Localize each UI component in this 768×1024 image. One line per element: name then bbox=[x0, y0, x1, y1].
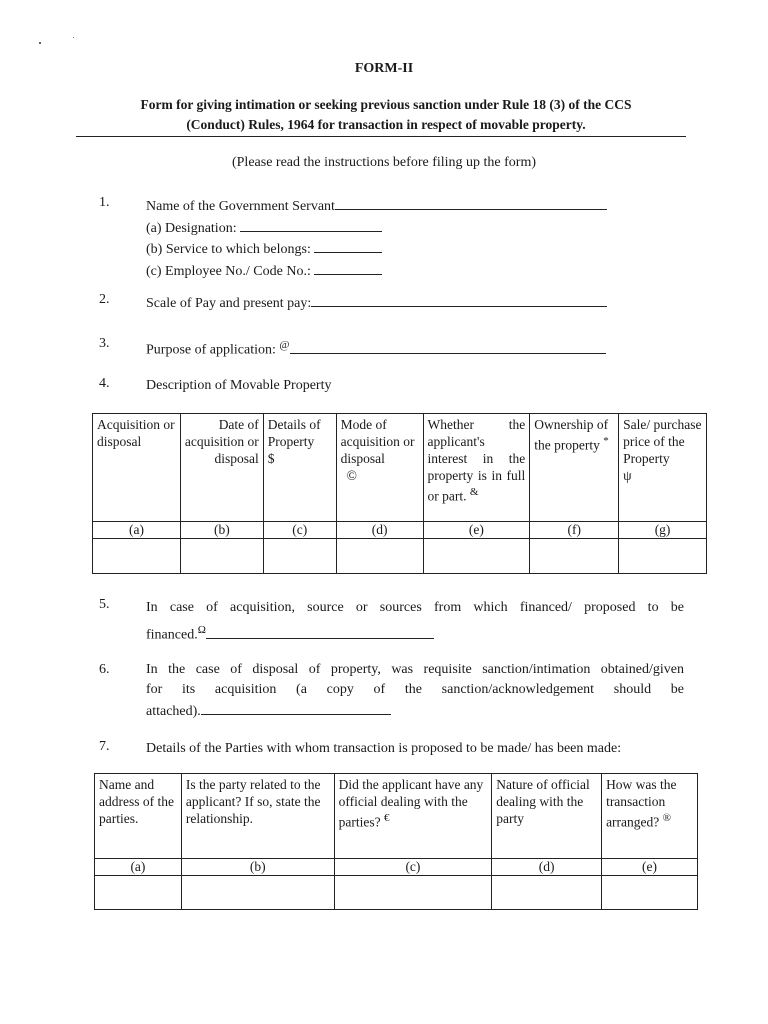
transaction-parties-table bbox=[94, 773, 698, 910]
column-label: (c) bbox=[263, 522, 336, 539]
item-number: 6. bbox=[99, 662, 110, 677]
item-5-text: In case of acquisition, source or sources from which financed/ proposed to be bbox=[146, 600, 684, 615]
column-label: (b) bbox=[181, 859, 334, 876]
table-cell-input[interactable] bbox=[602, 876, 698, 910]
column-label-row bbox=[93, 522, 707, 539]
service-label: (b) Service to which belongs: bbox=[146, 242, 311, 257]
column-label: (d) bbox=[336, 522, 423, 539]
column-label: (e) bbox=[602, 859, 698, 876]
col-ownership-header: Ownership of the property * bbox=[530, 414, 619, 522]
instruction-note: (Please read the instructions before filing up the form) bbox=[231, 155, 536, 170]
col-acquisition-header: Acquisition or disposal bbox=[93, 414, 181, 522]
employee-code-label: (c) Employee No./ Code No.: bbox=[146, 263, 311, 279]
col-date-header: Date of acquisition or disposal bbox=[180, 414, 263, 522]
table-cell-input[interactable] bbox=[93, 539, 181, 574]
table-cell-input[interactable] bbox=[263, 539, 336, 574]
pay-field[interactable] bbox=[311, 292, 607, 307]
table-cell-input[interactable] bbox=[334, 876, 492, 910]
footnote-mark: * bbox=[603, 435, 609, 447]
column-label: (b) bbox=[180, 522, 263, 539]
footnote-mark: $ bbox=[267, 451, 275, 466]
col-party-related-header: Is the party related to the applicant? If so, state the relationship. bbox=[181, 774, 334, 859]
service-field[interactable] bbox=[314, 238, 382, 253]
col-arranged-header: How was the transaction arranged? ® bbox=[602, 774, 698, 859]
item-1-block bbox=[146, 195, 607, 281]
government-servant-name-field[interactable] bbox=[335, 195, 607, 210]
footnote-mark: ® bbox=[662, 812, 672, 824]
designation-field[interactable] bbox=[240, 217, 382, 232]
designation-label: (a) Designation: bbox=[146, 220, 237, 236]
item-1-label: Name of the Government Servant bbox=[146, 199, 335, 214]
column-label: (c) bbox=[334, 859, 492, 876]
table-row bbox=[95, 876, 698, 910]
table-cell-input[interactable] bbox=[423, 539, 530, 574]
scan-speck bbox=[39, 42, 41, 44]
footnote-mark: © bbox=[346, 468, 357, 483]
form-title: FORM-II bbox=[354, 61, 414, 76]
item-5-text: financed. bbox=[146, 627, 198, 643]
column-label: (g) bbox=[619, 522, 707, 539]
item-4-label: Description of Movable Property bbox=[146, 378, 332, 393]
item-5-block bbox=[146, 597, 684, 647]
item-number: 3. bbox=[99, 336, 110, 351]
table-cell-input[interactable] bbox=[336, 539, 423, 574]
col-mode-header: Mode of acquisition or disposal © bbox=[336, 414, 423, 522]
item-number: 4. bbox=[99, 376, 110, 391]
footnote-mark: Ω bbox=[197, 624, 206, 636]
item-6-text: for its acquisition (a copy of the sanction/acknowledgement should be bbox=[146, 682, 684, 697]
column-label: (f) bbox=[530, 522, 619, 539]
table-cell-input[interactable] bbox=[492, 876, 602, 910]
col-price-header: Sale/ purchase price of the Property ψ bbox=[619, 414, 707, 522]
col-official-dealing-header: Did the applicant have any official dealing with the parties? € bbox=[334, 774, 492, 859]
footnote-mark: € bbox=[383, 812, 390, 824]
footnote-mark: ψ bbox=[623, 468, 632, 483]
footnote-mark: @ bbox=[279, 339, 290, 351]
table-cell-input[interactable] bbox=[619, 539, 707, 574]
title-rule bbox=[76, 136, 686, 137]
item-number: 7. bbox=[99, 739, 110, 754]
subtitle-line: Form for giving intimation or seeking previous sanction under Rule 18 (3) of the CCS bbox=[140, 97, 632, 112]
col-interest-header: Whether the applicant's interest in the property is in full or part. & bbox=[423, 414, 530, 522]
employee-code-field[interactable] bbox=[314, 260, 382, 275]
purpose-field[interactable] bbox=[290, 339, 606, 354]
item-3-label: Purpose of application: bbox=[146, 342, 276, 358]
item-number: 2. bbox=[99, 292, 110, 307]
finance-source-field[interactable] bbox=[206, 624, 434, 639]
item-2-label: Scale of Pay and present pay: bbox=[146, 296, 312, 311]
column-label: (a) bbox=[93, 522, 181, 539]
sanction-field[interactable] bbox=[201, 700, 391, 715]
col-details-header: Details of Property $ bbox=[263, 414, 336, 522]
item-number: 1. bbox=[99, 195, 110, 210]
form-subtitle bbox=[86, 95, 686, 135]
item-6-block bbox=[146, 660, 684, 722]
col-party-name-header: Name and address of the parties. bbox=[95, 774, 182, 859]
table-cell-input[interactable] bbox=[95, 876, 182, 910]
column-label: (d) bbox=[492, 859, 602, 876]
column-label: (a) bbox=[95, 859, 182, 876]
item-2-block bbox=[146, 292, 607, 314]
item-6-text: attached). bbox=[146, 704, 201, 719]
item-3-block bbox=[146, 336, 606, 360]
table-cell-input[interactable] bbox=[530, 539, 619, 574]
movable-property-table bbox=[92, 413, 707, 574]
table-cell-input[interactable] bbox=[180, 539, 263, 574]
item-6-text: In the case of disposal of property, was requisite sanction/intimation obtained/given bbox=[146, 662, 684, 677]
item-7-label: Details of the Parties with whom transaction is proposed to be made/ has been made: bbox=[146, 741, 622, 756]
column-label: (e) bbox=[423, 522, 530, 539]
table-cell-input[interactable] bbox=[181, 876, 334, 910]
footnote-mark: & bbox=[469, 486, 479, 498]
subtitle-line: (Conduct) Rules, 1964 for transaction in respect of movable property. bbox=[186, 117, 586, 132]
column-label-row bbox=[95, 859, 698, 876]
scan-speck bbox=[73, 37, 74, 38]
table-row bbox=[93, 539, 707, 574]
col-nature-dealing-header: Nature of official dealing with the party bbox=[492, 774, 602, 859]
item-number: 5. bbox=[99, 597, 110, 612]
